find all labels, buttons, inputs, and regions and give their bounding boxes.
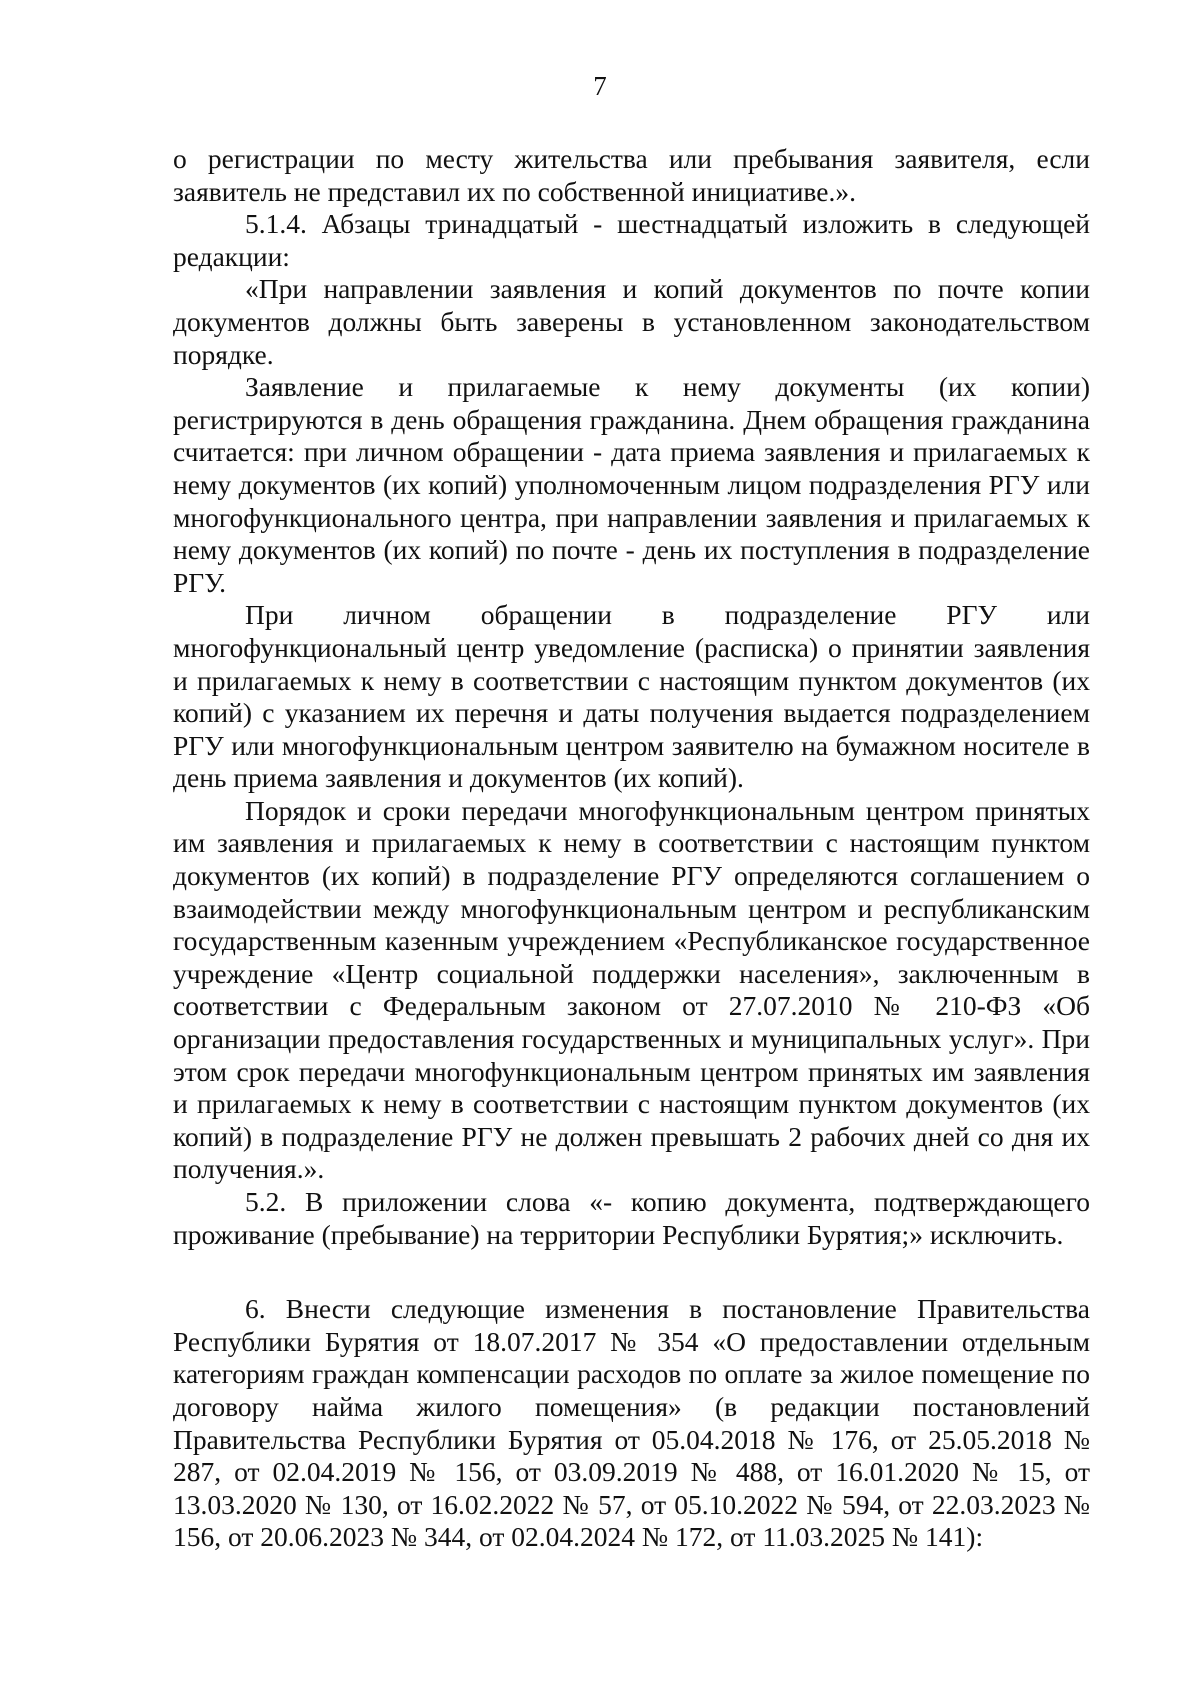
page-number: 7 bbox=[593, 71, 607, 101]
paragraph-mail-copies: «При направлении заявления и копий документов по почте копии документов должны быть заверены в установленном законодательством порядке. bbox=[173, 273, 1090, 370]
paragraph-5-2: 5.2. В приложении слова «- копию документа, подтверждающего проживание (пребывание) на территории Республики Бурятия;» исключить. bbox=[173, 1186, 1090, 1250]
document-body bbox=[173, 143, 1090, 1554]
paragraph-continuation: о регистрации по месту жительства или пребывания заявителя, если заявитель не представил их по собственной инициативе.». bbox=[173, 143, 1090, 207]
paragraph-registration: Заявление и прилагаемые к нему документы (их копии) регистрируются в день обращения гражданина. Днем обращения гражданина считается: при личном обращении - дата приема заявления и прилагаемых к нему документов (их копий) уполномоченным лицом подразделения РГУ или многофункционального центра, при направлении заявления и прилагаемых к нему документов (их копий) по почте - день их поступления в подразделение РГУ. bbox=[173, 371, 1090, 598]
paragraph-6: 6. Внести следующие изменения в постановление Правительства Республики Бурятия от 18.07.2017 № 354 «О предоставлении отдельным категориям граждан компенсации расходов по оплате за жилое помещение по договору найма жилого помещения» (в редакции постановлений Правительства Республики Бурятия от 05.04.2018 № 176, от 25.05.2018 № 287, от 02.04.2019 № 156, от 03.09.2019 № 488, от 16.01.2020 № 15, от 13.03.2020 № 130, от 16.02.2022 № 57, от 05.10.2022 № 594, от 22.03.2023 № 156, от 20.06.2023 № 344, от 02.04.2024 № 172, от 11.03.2025 № 141): bbox=[173, 1293, 1090, 1553]
paragraph-5-1-4: 5.1.4. Абзацы тринадцатый - шестнадцатый изложить в следующей редакции: bbox=[173, 208, 1090, 272]
paragraph-personal-appeal: При личном обращении в подразделение РГУ или многофункциональный центр уведомление (расписка) о принятии заявления и прилагаемых к нему в соответствии с настоящим пунктом документов (их копий) с указанием их перечня и даты получения выдается подразделением РГУ или многофункциональным центром заявителю на бумажном носителе в день приема заявления и документов (их копий). bbox=[173, 599, 1090, 794]
paragraph-transfer-procedure: Порядок и сроки передачи многофункциональным центром принятых им заявления и прилагаемых к нему в соответствии с настоящим пунктом документов (их копий) в подразделение РГУ определяются соглашением о взаимодействии между многофункциональным центром и республиканским государственным казенным учреждением «Республиканское государственное учреждение «Центр социальной поддержки населения», заключенным в соответствии с Федеральным законом от 27.07.2010 № 210-ФЗ «Об организации предоставления государственных и муниципальных услуг». При этом срок передачи многофункциональным центром принятых им заявления и прилагаемых к нему в соответствии с настоящим пунктом документов (их копий) в подразделение РГУ не должен превышать 2 рабочих дней со дня их получения.». bbox=[173, 794, 1090, 1185]
